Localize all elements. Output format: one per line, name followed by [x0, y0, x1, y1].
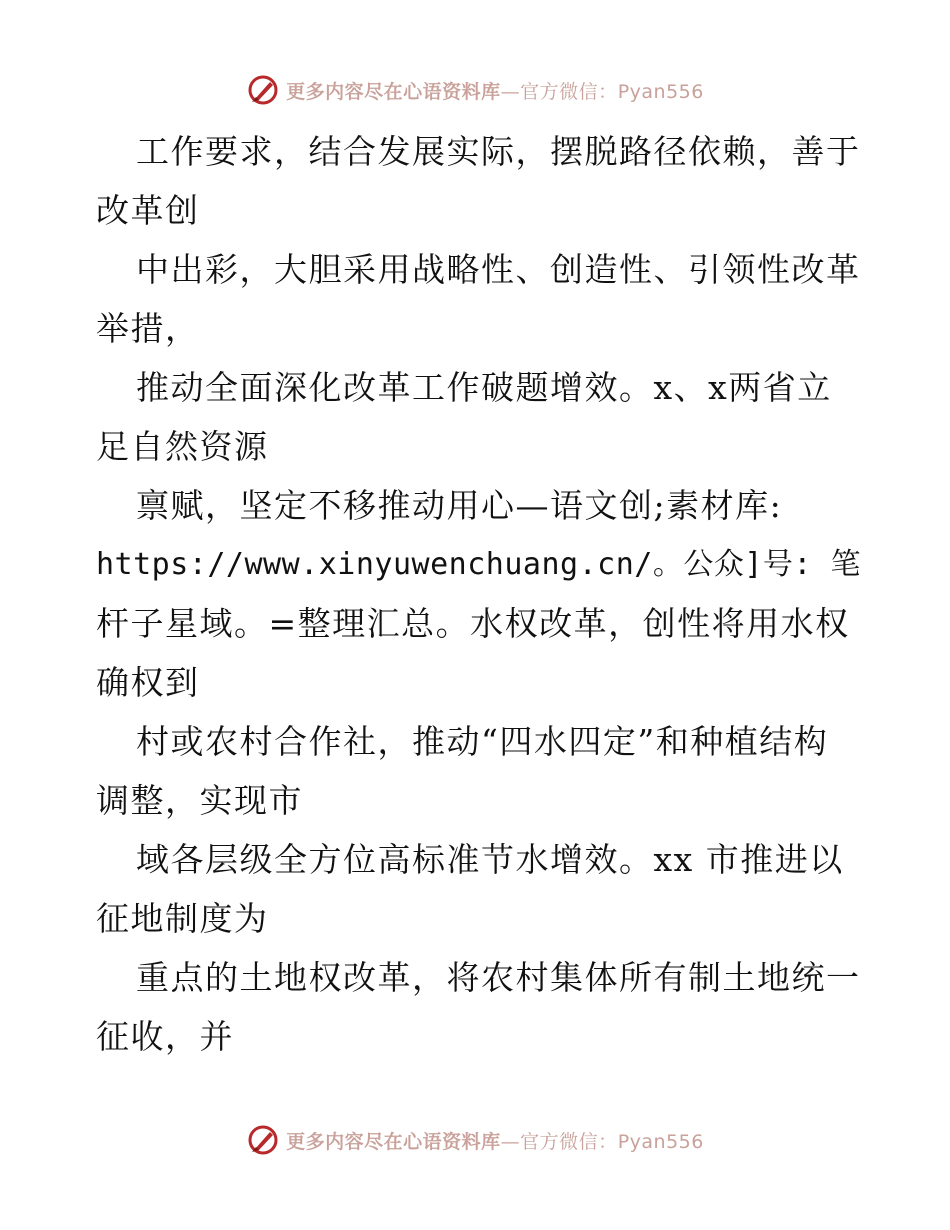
text-line-9: 杆子星域。=整理汇总。水权改革，创性将用水权	[96, 604, 850, 643]
text-line-14: 征地制度为	[96, 899, 269, 938]
text-line-12: 调整，实现市	[96, 781, 303, 820]
banner-wechat-id: Pyan556	[617, 80, 704, 103]
banner-main-text: 更多内容尽在心语资料库	[286, 80, 501, 103]
text-line-13: 域各层级全方位高标准节水增效。xx 市推进以	[136, 840, 844, 879]
text-line-5: 推动全面深化改革工作破题增效。x、x两省立	[136, 368, 832, 407]
banner-dash: —	[500, 80, 521, 103]
banner-wechat-id: Pyan556	[617, 1130, 704, 1153]
text-line-3: 中出彩，大胆采用战略性、创造性、引领性改革	[136, 250, 861, 289]
footer-banner-text	[286, 1127, 704, 1154]
text-line-10: 确权到	[96, 663, 200, 702]
document-body	[96, 122, 862, 1066]
text-line-8-url: https://www.xinyuwenchuang.cn/。公众]号: 笔	[96, 547, 862, 582]
text-line-15: 重点的土地权改革，将农村集体所有制土地统一	[136, 958, 861, 997]
banner-dash: —	[500, 1130, 521, 1153]
header-banner-text	[286, 77, 704, 104]
text-line-16: 征收，并	[96, 1017, 234, 1056]
banner-wechat-label: 官方微信：	[520, 80, 618, 103]
text-line-7: 禀赋，坚定不移推动用心—语文创;素材库:	[136, 486, 783, 525]
text-line-4: 举措，	[96, 309, 200, 348]
text-line-11: 村或农村合作社，推动“四水四定”和种植结构	[136, 722, 829, 761]
banner-main-text: 更多内容尽在心语资料库	[286, 1130, 501, 1153]
banner-wechat-label: 官方微信：	[520, 1130, 618, 1153]
footer-banner	[0, 1120, 950, 1160]
text-line-2: 改革创	[96, 191, 200, 230]
text-line-6: 足自然资源	[96, 427, 269, 466]
quill-pen-logo-icon	[246, 73, 280, 107]
text-line-1: 工作要求，结合发展实际，摆脱路径依赖，善于	[136, 132, 861, 171]
header-banner	[0, 70, 950, 110]
quill-pen-logo-icon	[246, 1123, 280, 1157]
